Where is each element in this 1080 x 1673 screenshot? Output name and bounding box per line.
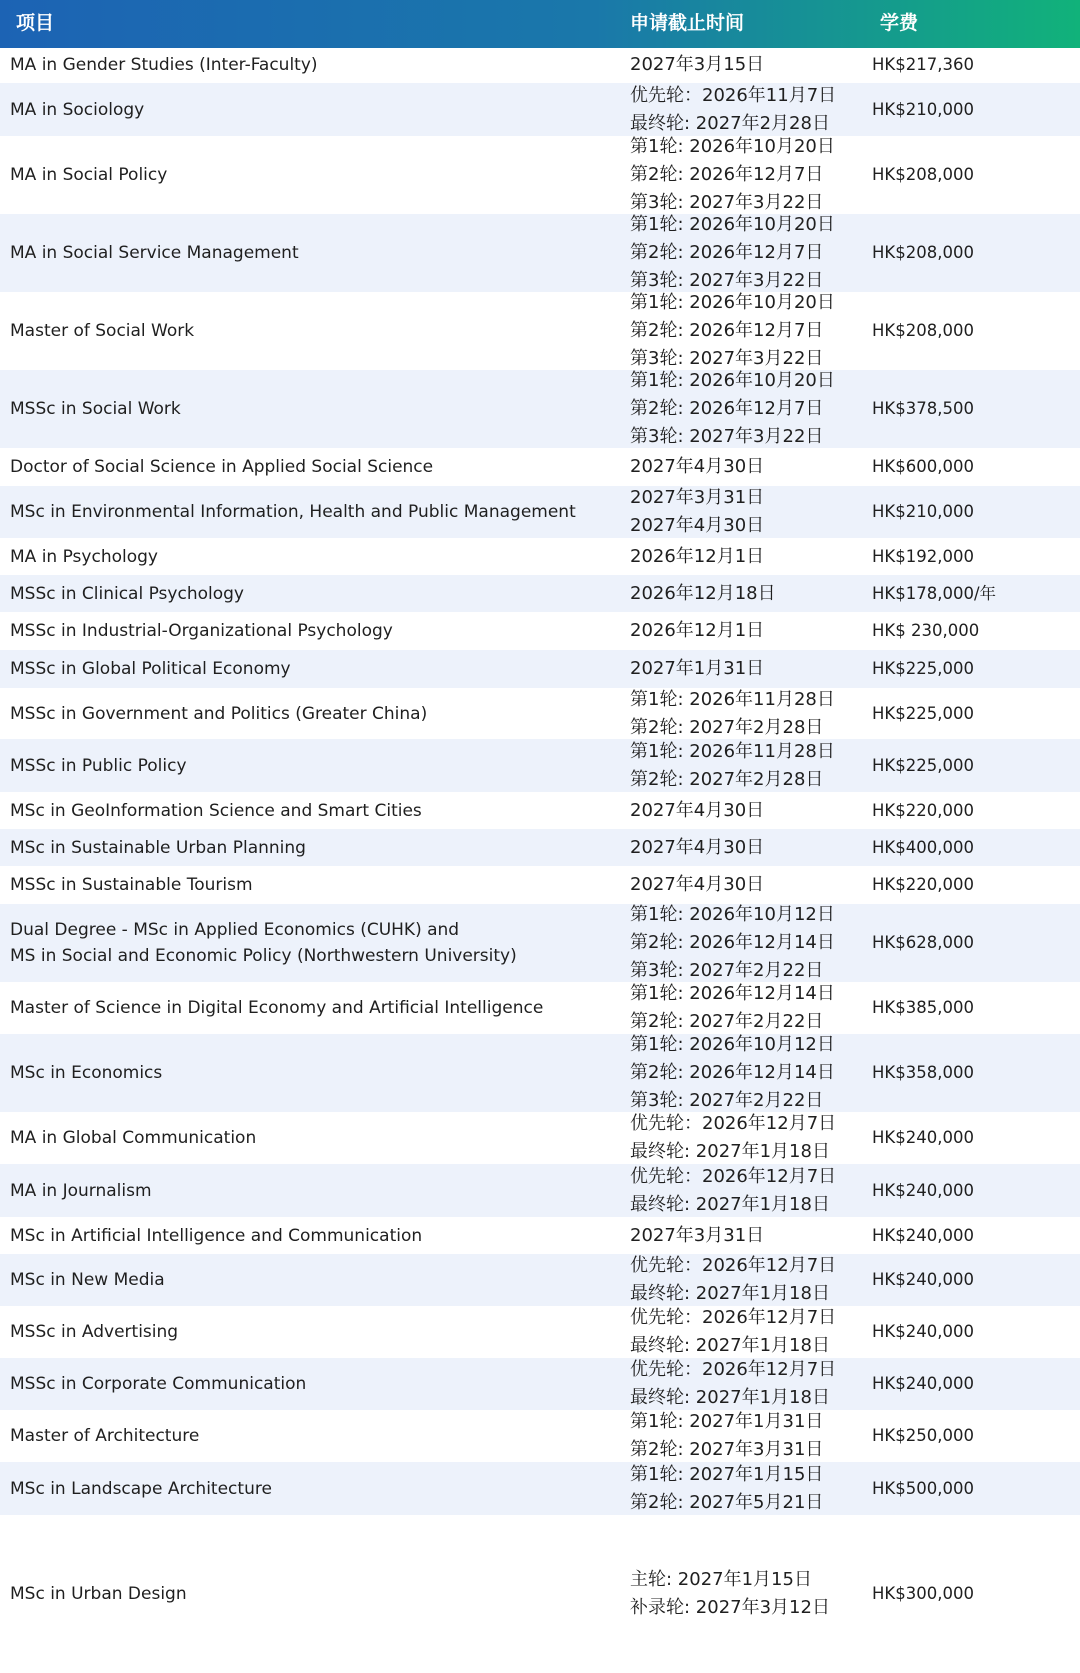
deadline-line: 2027年3月31日 <box>630 1224 765 1246</box>
table-row <box>0 1034 1080 1112</box>
program-name-line: MSc in Sustainable Urban Planning <box>10 837 306 858</box>
deadline-line: 补录轮: 2027年3月12日 <box>630 1597 830 1618</box>
table-row <box>0 1164 1080 1217</box>
tuition-fee <box>872 792 1072 829</box>
program-name-line: MSc in GeoInformation Science and Smart Cities <box>10 800 422 821</box>
tuition-fee <box>872 486 1072 538</box>
deadline-line: 第3轮: 2027年3月22日 <box>630 192 824 213</box>
deadline-cell <box>630 83 860 136</box>
table-row <box>0 650 1080 688</box>
deadline-line: 第2轮: 2026年12月7日 <box>630 164 824 185</box>
program-name-line: MSc in Environmental Information, Health and Public Management <box>10 502 576 522</box>
program-name <box>10 866 600 904</box>
deadline-line: 第3轮: 2027年2月22日 <box>630 960 824 981</box>
program-name <box>10 448 600 486</box>
program-name-line: MSSc in Sustainable Tourism <box>10 875 253 895</box>
deadline-line: 第2轮: 2026年12月7日 <box>630 320 824 341</box>
tuition-fee <box>872 1462 1072 1515</box>
deadline-cell <box>630 1254 860 1306</box>
table-row <box>0 612 1080 650</box>
tuition-fee-value: HK$220,000 <box>872 875 974 894</box>
tuition-fee <box>872 1358 1072 1410</box>
program-name-line: MSSc in Advertising <box>10 1322 179 1342</box>
deadline-cell <box>630 739 860 792</box>
tuition-fee-value: HK$192,000 <box>872 546 974 566</box>
table-row <box>0 982 1080 1034</box>
table-row <box>0 292 1080 370</box>
tuition-fee-value: HK$600,000 <box>872 457 974 476</box>
program-name <box>10 46 600 83</box>
program-name-line: MA in Gender Studies (Inter-Faculty) <box>10 54 318 75</box>
tuition-fee <box>872 650 1072 688</box>
deadline-line: 最终轮: 2027年1月18日 <box>630 1283 830 1304</box>
table-row <box>0 538 1080 575</box>
program-name-line: MA in Social Service Management <box>10 243 299 263</box>
tuition-fee-value: HK$225,000 <box>872 755 974 775</box>
deadline-cell <box>630 214 860 292</box>
deadline-cell <box>630 1462 860 1515</box>
tuition-fee-value: HK$210,000 <box>872 502 974 521</box>
tuition-fee <box>872 136 1072 214</box>
tuition-fee-value: HK$628,000 <box>872 933 974 952</box>
program-name <box>10 370 600 448</box>
deadline-line: 2027年3月15日 <box>630 53 765 75</box>
table-row <box>0 1112 1080 1164</box>
deadline-cell <box>630 688 860 739</box>
deadline-line: 最终轮: 2027年1月18日 <box>630 1193 830 1215</box>
deadline-line: 优先轮：2026年12月7日 <box>630 1113 837 1134</box>
deadline-line: 优先轮：2026年12月7日 <box>630 1307 837 1328</box>
program-name-line: MA in Global Communication <box>10 1128 257 1148</box>
program-name <box>10 829 600 866</box>
deadline-line: 第2轮: 2027年3月31日 <box>630 1439 824 1460</box>
program-name-line: MA in Social Policy <box>10 165 168 185</box>
table-row <box>0 486 1080 538</box>
table-row <box>0 136 1080 214</box>
header-deadline: 申请截止时间 <box>630 12 745 34</box>
header-fee: 学费 <box>880 12 919 34</box>
table-row <box>0 1254 1080 1306</box>
table-row <box>0 1217 1080 1254</box>
program-name-line: Dual Degree - MSc in Applied Economics (CUHK) and <box>10 920 460 940</box>
program-name-line: Doctor of Social Science in Applied Social Science <box>10 457 434 477</box>
deadline-line: 2026年12月1日 <box>630 620 765 641</box>
tuition-fee <box>872 1515 1072 1673</box>
tuition-fee <box>872 1034 1072 1112</box>
deadline-cell <box>630 982 860 1034</box>
program-name-line: MA in Sociology <box>10 99 145 120</box>
deadline-line: 主轮: 2027年1月15日 <box>630 1569 812 1590</box>
program-name-line: MSSc in Corporate Communication <box>10 1374 307 1394</box>
deadline-cell <box>630 1358 860 1410</box>
deadline-cell <box>630 538 860 575</box>
deadline-cell <box>630 792 860 829</box>
tuition-fee-value: HK$500,000 <box>872 1478 974 1498</box>
program-name-line: MA in Psychology <box>10 546 158 567</box>
table-row <box>0 792 1080 829</box>
tuition-fee <box>872 1254 1072 1306</box>
program-name-line: Master of Social Work <box>10 321 195 341</box>
deadline-line: 第3轮: 2027年3月22日 <box>630 348 824 369</box>
deadline-line: 第1轮: 2026年12月14日 <box>630 983 835 1004</box>
program-name <box>10 538 600 575</box>
tuition-fee-value: HK$217,360 <box>872 54 974 74</box>
deadline-line: 第3轮: 2027年3月22日 <box>630 270 824 291</box>
table-row <box>0 1515 1080 1673</box>
table-row <box>0 214 1080 292</box>
deadline-cell <box>630 866 860 904</box>
program-name <box>10 792 600 829</box>
program-name-line: MSSc in Industrial-Organizational Psychology <box>10 621 393 641</box>
program-name <box>10 739 600 792</box>
tuition-fee <box>872 1306 1072 1358</box>
tuition-fee-value: HK$178,000/年 <box>872 583 997 603</box>
program-name <box>10 650 600 688</box>
tuition-fee-value: HK$208,000 <box>872 321 974 340</box>
deadline-line: 第1轮: 2026年10月12日 <box>630 904 835 925</box>
tuition-fee-value: HK$240,000 <box>872 1322 974 1341</box>
program-name-line: MSc in Artificial Intelligence and Communication <box>10 1225 423 1246</box>
tuition-fee <box>872 1410 1072 1462</box>
program-name-line: MSc in New Media <box>10 1270 165 1290</box>
tuition-fee <box>872 688 1072 739</box>
deadline-line: 第1轮: 2026年10月20日 <box>630 136 835 157</box>
deadline-cell <box>630 1217 860 1254</box>
deadline-line: 优先轮：2026年11月7日 <box>630 84 837 106</box>
program-name <box>10 1254 600 1306</box>
deadline-cell <box>630 829 860 866</box>
tuition-fee-value: HK$400,000 <box>872 837 974 857</box>
tuition-fee-value: HK$240,000 <box>872 1270 974 1289</box>
program-name <box>10 1034 600 1112</box>
tuition-fee-value: HK$240,000 <box>872 1128 974 1147</box>
deadline-line: 最终轮: 2027年1月18日 <box>630 1387 830 1408</box>
program-name-line: MSSc in Global Political Economy <box>10 659 291 679</box>
program-name <box>10 612 600 650</box>
deadline-line: 第1轮: 2027年1月31日 <box>630 1411 824 1432</box>
deadline-line: 最终轮: 2027年1月18日 <box>630 1335 830 1356</box>
deadline-line: 第2轮: 2027年5月21日 <box>630 1491 824 1513</box>
program-name <box>10 1462 600 1515</box>
table-row <box>0 904 1080 982</box>
deadline-line: 第1轮: 2026年10月12日 <box>630 1034 835 1055</box>
deadline-cell <box>630 1515 860 1673</box>
program-name <box>10 688 600 739</box>
deadline-line: 第1轮: 2026年10月20日 <box>630 292 835 313</box>
tuition-fee-value: HK$210,000 <box>872 99 974 119</box>
program-name <box>10 1410 600 1462</box>
tuition-fee-value: HK$240,000 <box>872 1225 974 1245</box>
program-name-line: Master of Science in Digital Economy and Artificial Intelligence <box>10 998 544 1018</box>
deadline-line: 第1轮: 2026年11月28日 <box>630 688 835 710</box>
deadline-line: 2027年4月30日 <box>630 515 765 536</box>
program-name-line: MS in Social and Economic Policy (Northwestern University) <box>10 946 517 966</box>
program-name <box>10 904 600 982</box>
deadline-line: 第3轮: 2027年2月22日 <box>630 1090 824 1111</box>
program-name <box>10 1164 600 1217</box>
deadline-cell <box>630 136 860 214</box>
tuition-fee-value: HK$225,000 <box>872 703 974 723</box>
tuition-fee <box>872 866 1072 904</box>
program-name <box>10 575 600 612</box>
program-name-line: MA in Journalism <box>10 1180 152 1201</box>
tuition-fee <box>872 575 1072 612</box>
program-name <box>10 1306 600 1358</box>
deadline-cell <box>630 1034 860 1112</box>
deadline-line: 第2轮: 2027年2月28日 <box>630 716 824 738</box>
table-row <box>0 688 1080 739</box>
deadline-line: 2027年1月31日 <box>630 658 765 679</box>
program-name <box>10 1112 600 1164</box>
tuition-fee <box>872 46 1072 83</box>
table-row <box>0 866 1080 904</box>
table-row <box>0 829 1080 866</box>
tuition-fee-value: HK$225,000 <box>872 659 974 678</box>
program-name-line: MSSc in Government and Politics (Greater China) <box>10 703 428 724</box>
table-row <box>0 1306 1080 1358</box>
deadline-cell <box>630 612 860 650</box>
tuition-fee-value: HK$208,000 <box>872 165 974 184</box>
tuition-fee <box>872 829 1072 866</box>
deadline-line: 第2轮: 2026年12月7日 <box>630 242 824 263</box>
deadline-line: 第2轮: 2027年2月22日 <box>630 1011 824 1032</box>
deadline-line: 第2轮: 2027年2月28日 <box>630 768 824 790</box>
deadline-line: 最终轮: 2027年2月28日 <box>630 112 830 134</box>
header-program: 项目 <box>16 12 55 34</box>
tuition-fee <box>872 1164 1072 1217</box>
tuition-fee <box>872 1112 1072 1164</box>
program-name <box>10 292 600 370</box>
program-name <box>10 83 600 136</box>
tuition-fee <box>872 982 1072 1034</box>
deadline-line: 2027年4月30日 <box>630 874 765 895</box>
table-row <box>0 370 1080 448</box>
deadline-line: 第2轮: 2026年12月14日 <box>630 1062 835 1083</box>
deadline-line: 2027年4月30日 <box>630 456 765 477</box>
table-row <box>0 1462 1080 1515</box>
deadline-cell <box>630 1410 860 1462</box>
program-name <box>10 136 600 214</box>
tuition-fee-value: HK$ 230,000 <box>872 621 980 640</box>
deadline-line: 2027年4月30日 <box>630 836 765 858</box>
deadline-line: 第2轮: 2026年12月14日 <box>630 932 835 953</box>
deadline-line: 第1轮: 2026年10月20日 <box>630 370 835 391</box>
program-name-line: MSc in Economics <box>10 1063 163 1083</box>
deadline-cell <box>630 904 860 982</box>
program-name <box>10 214 600 292</box>
tuition-fee <box>872 292 1072 370</box>
table-row <box>0 1410 1080 1462</box>
table-row <box>0 448 1080 486</box>
table-row <box>0 83 1080 136</box>
tuition-fee <box>872 612 1072 650</box>
deadline-line: 第1轮: 2026年11月28日 <box>630 740 835 762</box>
table-row <box>0 1358 1080 1410</box>
tuition-fee-value: HK$220,000 <box>872 800 974 820</box>
program-name <box>10 1217 600 1254</box>
tuition-fee-value: HK$300,000 <box>872 1584 974 1603</box>
deadline-cell <box>630 448 860 486</box>
tuition-fee <box>872 904 1072 982</box>
deadline-line: 优先轮：2026年12月7日 <box>630 1359 837 1380</box>
deadline-line: 优先轮：2026年12月7日 <box>630 1165 837 1187</box>
deadline-cell <box>630 575 860 612</box>
table-header <box>0 0 1080 48</box>
program-name <box>10 982 600 1034</box>
deadline-line: 2027年3月31日 <box>630 487 765 508</box>
deadline-line: 第2轮: 2026年12月7日 <box>630 398 824 419</box>
deadline-cell <box>630 46 860 83</box>
tuition-fee <box>872 83 1072 136</box>
program-name-line: MSSc in Social Work <box>10 399 181 419</box>
program-name-line: MSc in Urban Design <box>10 1584 187 1604</box>
program-name-line: MSc in Landscape Architecture <box>10 1478 272 1499</box>
deadline-line: 优先轮：2026年12月7日 <box>630 1255 837 1276</box>
tuition-fee-value: HK$378,500 <box>872 399 974 418</box>
tuition-fee <box>872 538 1072 575</box>
program-name <box>10 486 600 538</box>
table-row <box>0 739 1080 792</box>
deadline-line: 2026年12月1日 <box>630 545 765 567</box>
deadline-cell <box>630 1306 860 1358</box>
tuition-fee-value: HK$240,000 <box>872 1374 974 1393</box>
program-name <box>10 1515 600 1673</box>
tuition-fee-value: HK$208,000 <box>872 243 974 262</box>
deadline-line: 第1轮: 2027年1月15日 <box>630 1463 824 1485</box>
tuition-fee-value: HK$250,000 <box>872 1426 974 1445</box>
tuition-fee <box>872 370 1072 448</box>
deadline-line: 第3轮: 2027年3月22日 <box>630 426 824 447</box>
tuition-fee <box>872 448 1072 486</box>
deadline-line: 2027年4月30日 <box>630 799 765 821</box>
deadline-cell <box>630 370 860 448</box>
program-name-line: Master of Architecture <box>10 1426 200 1446</box>
deadline-line: 第1轮: 2026年10月20日 <box>630 214 835 235</box>
program-name <box>10 1358 600 1410</box>
tuition-fee <box>872 214 1072 292</box>
deadline-cell <box>630 1112 860 1164</box>
table-row <box>0 575 1080 612</box>
deadline-cell <box>630 486 860 538</box>
deadline-line: 2026年12月18日 <box>630 582 776 604</box>
tuition-fee <box>872 739 1072 792</box>
deadline-line: 最终轮: 2027年1月18日 <box>630 1141 830 1162</box>
program-name-line: MSSc in Public Policy <box>10 755 187 776</box>
deadline-cell <box>630 650 860 688</box>
tuition-fee <box>872 1217 1072 1254</box>
program-name-line: MSSc in Clinical Psychology <box>10 583 244 604</box>
deadline-cell <box>630 1164 860 1217</box>
tuition-fee-value: HK$240,000 <box>872 1180 974 1200</box>
deadline-cell <box>630 292 860 370</box>
tuition-fee-value: HK$358,000 <box>872 1063 974 1082</box>
table-row <box>0 46 1080 83</box>
tuition-fee-value: HK$385,000 <box>872 998 974 1017</box>
